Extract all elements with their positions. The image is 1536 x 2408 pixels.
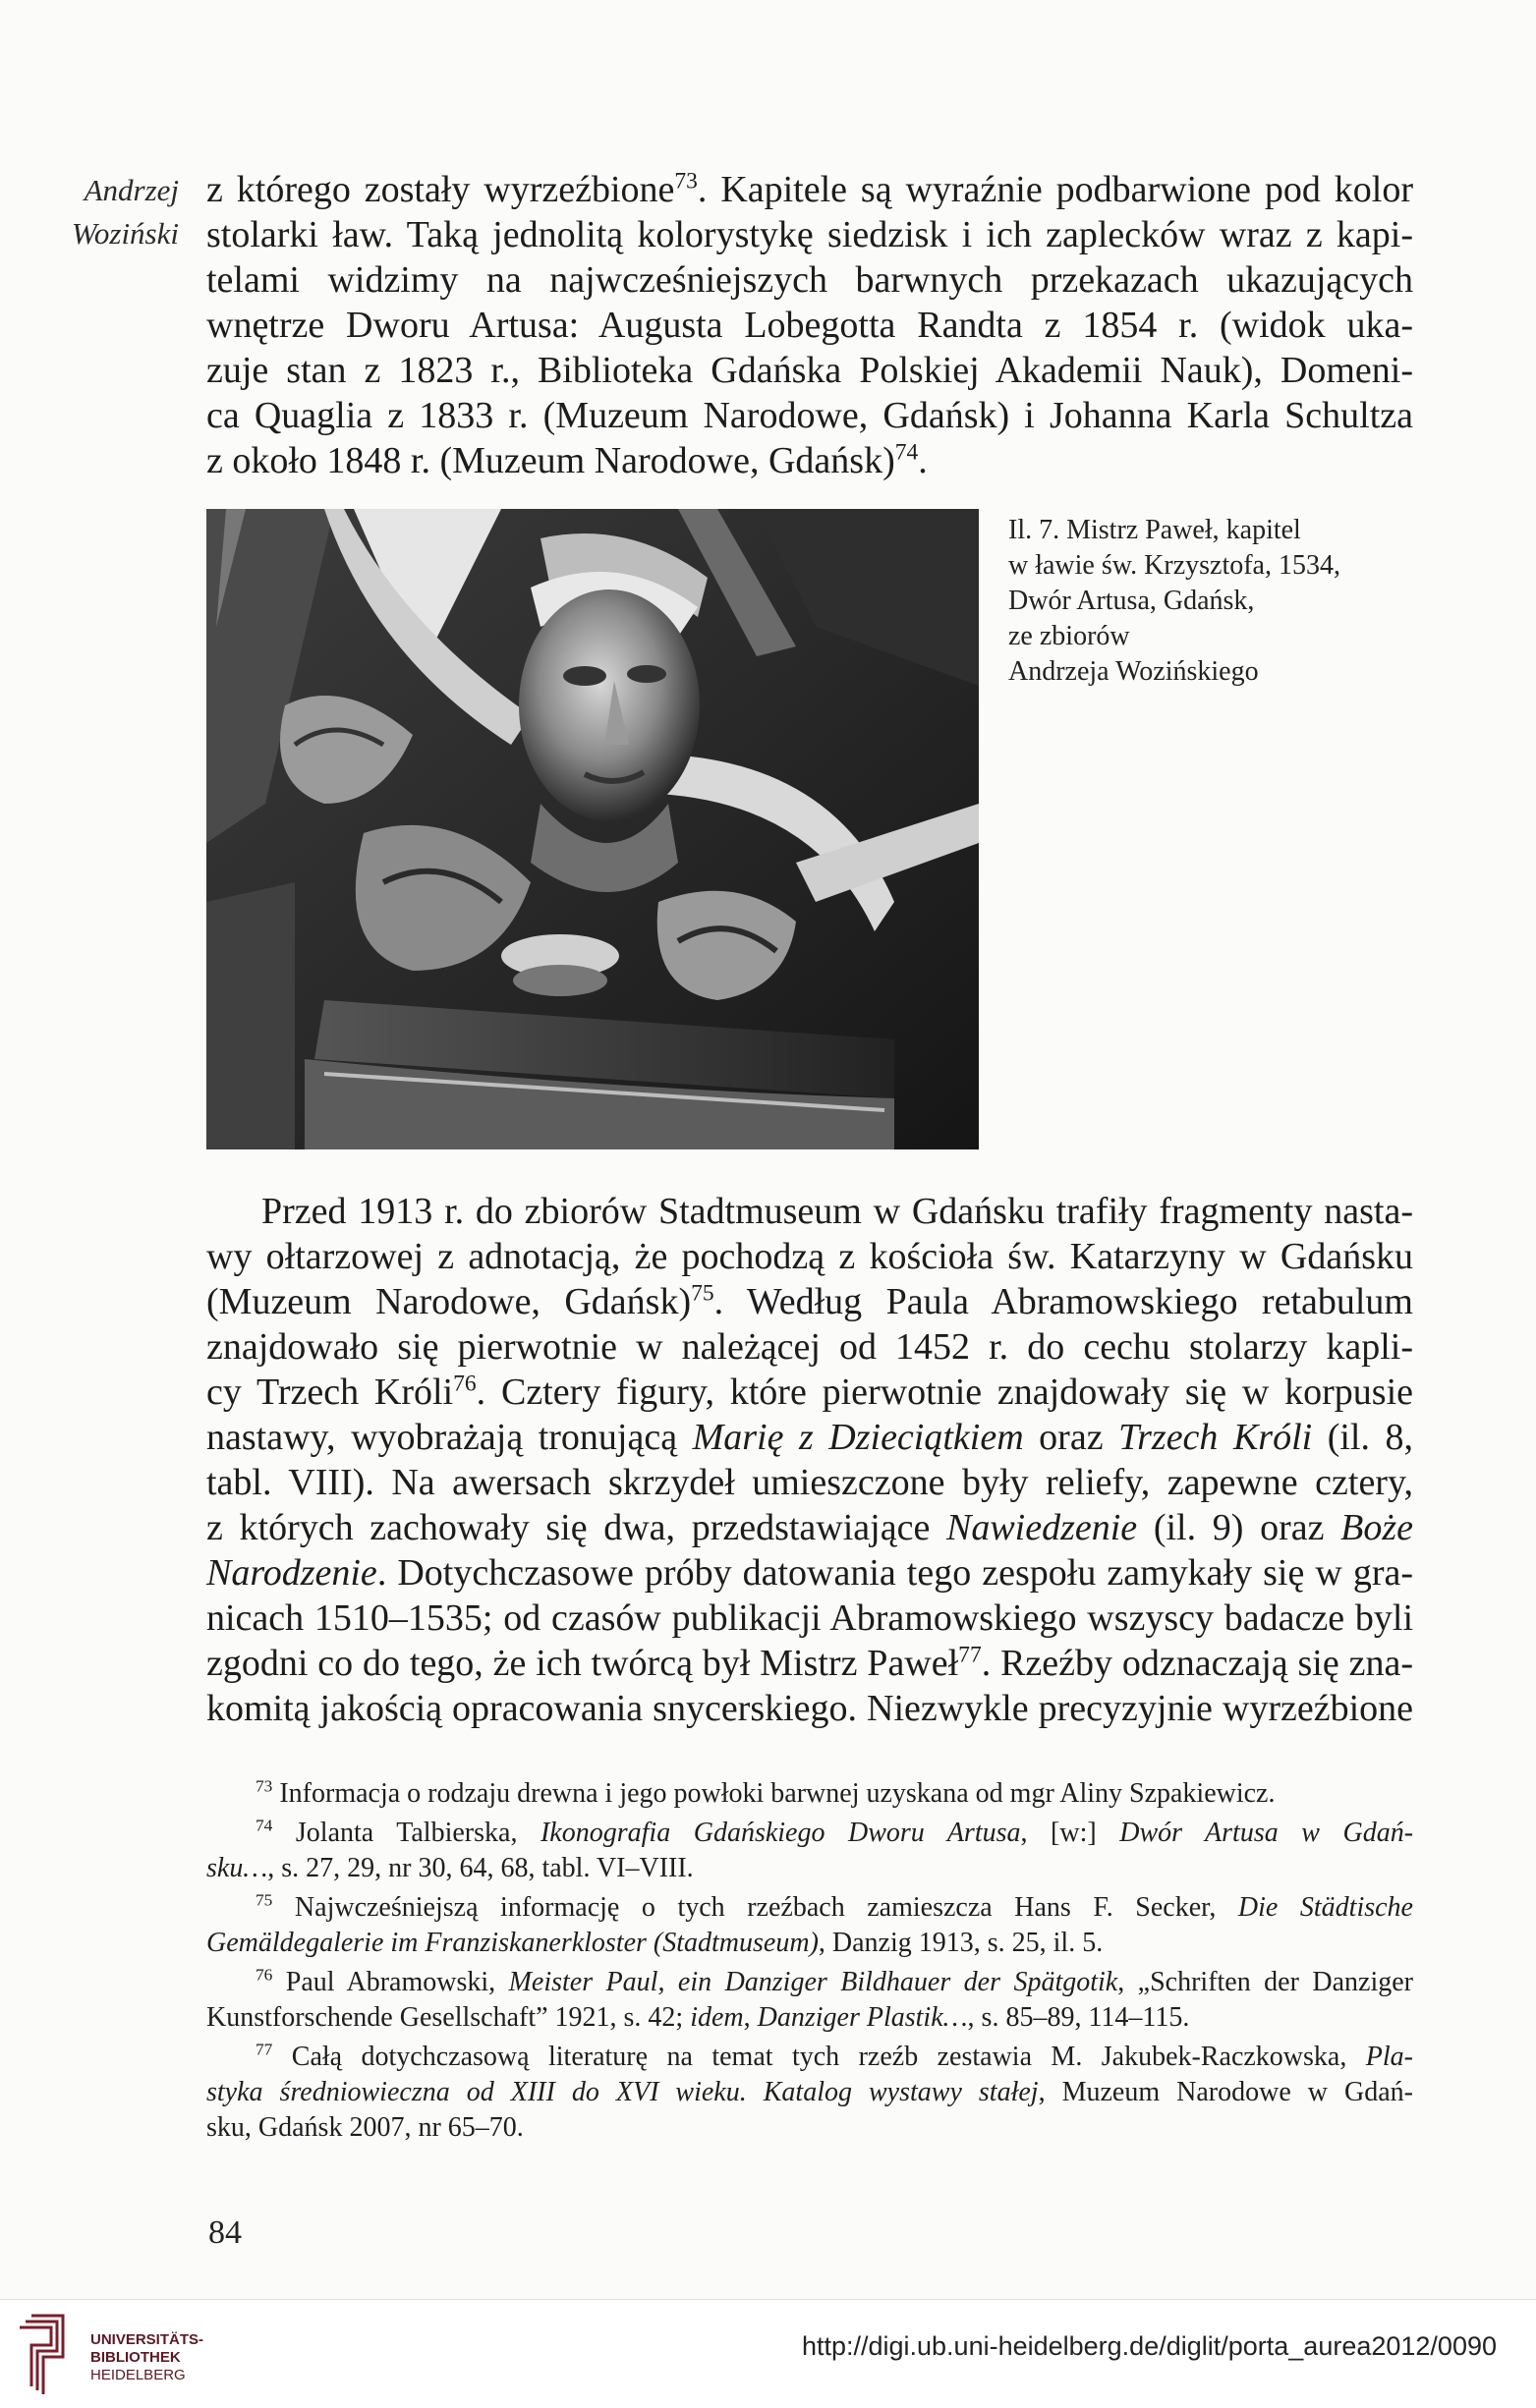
source-url-link[interactable]: http://digi.ub.uni-heidelberg.de/diglit/porta_aurea2012/0090 [801,2331,1497,2361]
text-line: (Muzeum Narodowe, Gdańsk)$^{75}$. Według Paula Abramowskiego retabulum [206,1280,1413,1322]
text-line: znajdowało się pierwotnie w należącej od 1452 r. do cechu stolarzy kapli- [206,1326,1413,1368]
footnote-ref-75[interactable]: 75 [691,1280,714,1307]
caption-line: Il. 7. Mistrz Paweł, kapitel [1008,515,1301,545]
figure-capital-photo [206,509,979,1149]
footnote-76-cont: Kunstforschende Gesellschaft” 1921, s. 42; idem, Danziger Plastik…, s. 85–89, 114–115. [206,2002,1190,2033]
carved-capital-image [206,509,979,1149]
text-line: Narodzenie. Dotychczasowe próby datowania tego zespołu zamykały się w gra- [206,1552,1413,1594]
text-line: tabl. VIII). Na awersach skrzydeł umieszczone były reliefy, zapewne cztery, [206,1462,1413,1503]
text-line: wy ołtarzowej z adnotacją, że pochodzą z kościoła św. Katarzyny w Gdańsku [206,1236,1413,1277]
paragraph-main [206,1189,1413,1731]
footnote-77: $^{77}$ Całą dotychczasową literaturę na temat tych rzeźb zestawia M. Jakubek-Raczkowska, Pla- [256,2040,1413,2072]
footnote-75: $^{75}$ Najwcześniejszą informację o tych rzeźbach zamieszcza Hans F. Secker, Die Städtische [256,1890,1413,1923]
footnotes [206,1776,1413,2146]
text-line: Przed 1913 r. do zbiorów Stadtmuseum w Gdańsku trafiły fragmenty nasta- [261,1191,1413,1232]
text-line: telami widzimy na najwcześniejszych barwnych przekazach ukazujących [206,259,1413,301]
footnote-77-cont2: sku, Gdańsk 2007, nr 65–70. [206,2112,524,2143]
library-name: UNIVERSITÄTS- BIBLIOTHEK HEIDELBERG [90,2331,204,2383]
text-line: z około 1848 r. (Muzeum Narodowe, Gdańsk)$^{74}$. [206,439,928,481]
text-line: zuje stan z 1823 r., Biblioteka Gdańska Polskiej Akademii Nauk), Domeni- [206,350,1413,391]
text-line: wnętrze Dworu Artusa: Augusta Lobegotta Randta z 1854 r. (widok uka- [206,305,1413,346]
text-line: nastawy, wyobrażają tronującą Marię z Dzieciątkiem oraz Trzech Króli (il. 8, [206,1417,1413,1458]
figure-caption [1008,513,1401,690]
footnote-76: $^{76}$ Paul Abramowski, Meister Paul, ein Danziger Bildhauer der Spätgotik, „Schriften der Danziger [256,1965,1413,1997]
library-logo-icon [18,2312,86,2396]
author-last-name: Woziński [71,216,179,251]
library-footer [0,2299,1536,2408]
page-number: 84 [208,2214,242,2251]
footnote-ref-77[interactable]: 77 [958,1642,982,1668]
footnote-77-cont: styka średniowieczna od XIII do XVI wieku. Katalog wystawy stałej, Muzeum Narodowe w Gdań- [206,2077,1413,2107]
footnote-ref-74[interactable]: 74 [894,439,919,466]
text-line: z których zachowały się dwa, przedstawiające Nawiedzenie (il. 9) oraz Boże [206,1507,1413,1548]
running-head-author [39,169,179,255]
footnote-75-cont: Gemäldegalerie im Franziskanerkloster (Stadtmuseum), Danzig 1913, s. 25, il. 5. [206,1928,1104,1958]
footnote-ref-73[interactable]: 73 [674,168,698,195]
footnote-74-cont: sku…, s. 27, 29, nr 30, 64, 68, tabl. VI–VIII. [206,1853,694,1883]
paragraph-top [206,167,1413,483]
text-line: ca Quaglia z 1833 r. (Muzeum Narodowe, Gdańsk) i Johanna Karla Schultza [206,395,1413,436]
caption-line: Dwór Artusa, Gdańsk, [1008,586,1255,616]
footnote-74: $^{74}$ Jolanta Talbierska, Ikonografia Gdańskiego Dworu Artusa, [w:] Dwór Artusa w Gdań- [256,1816,1414,1848]
caption-line: Andrzeja Wozińskiego [1008,656,1259,687]
footnote-ref-76[interactable]: 76 [453,1371,477,1397]
footnote-73: $^{73}$ Informacja o rodzaju drewna i jego powłoki barwnej uzyskana od mgr Aliny Szpakiewicz. [256,1776,1276,1809]
text-line: komitą jakością opracowania snycerskiego. Niezwykle precyzyjnie wyrzeźbione [206,1688,1413,1729]
caption-line: ze zbiorów [1008,621,1130,651]
text-line: nicach 1510–1535; od czasów publikacji Abramowskiego wszyscy badacze byli [206,1597,1413,1639]
text-line: z którego zostały wyrzeźbione$^{73}$. Kapitele są wyraźnie podbarwione pod kolor [206,168,1413,210]
text-line: zgodni co do tego, że ich twórcą był Mistrz Paweł$^{77}$. Rzeźby odznaczają się zna- [206,1642,1413,1684]
author-first-name: Andrzej [84,173,179,207]
text-line: cy Trzech Króli$^{76}$. Cztery figury, które pierwotnie znajdowały się w korpusie [206,1371,1413,1413]
text-line: stolarki ław. Taką jednolitą kolorystykę siedzisk i ich zaplecków wraz z kapi- [206,214,1413,255]
caption-line: w ławie św. Krzysztofa, 1534, [1008,550,1340,581]
